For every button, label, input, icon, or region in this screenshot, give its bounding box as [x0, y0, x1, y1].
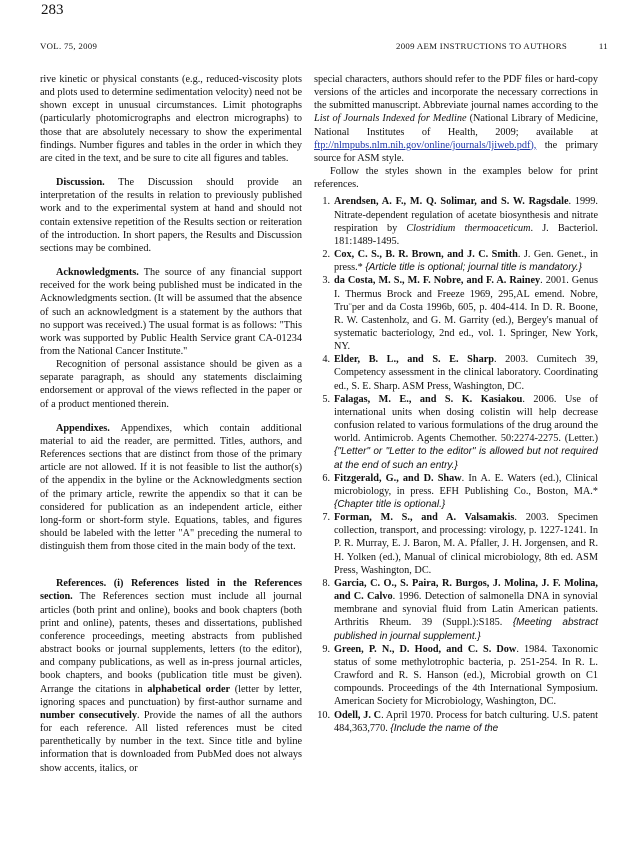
ref-intro-paragraph [314, 73, 598, 165]
appendixes-paragraph [40, 422, 302, 554]
reference-text: . 1996. Detection of salmonella DNA in synovial membrane and synovial fluid from Latin American patients. Arthritis Rheum. 39 (Suppl.):S185. [334, 591, 598, 629]
reference-number: 4. [322, 354, 330, 366]
reference-note: {Chapter title is optional.} [334, 499, 446, 510]
ref-intro-text-b: (National Library of Medicine, National Institutes of Health, 2009; available at [314, 113, 599, 138]
reference-note: {Include the name of the [390, 722, 499, 734]
reference-number: 9. [322, 643, 330, 655]
reference-text: . 2006. Use of international units when dosing colistin will help decrease confusion related to various formulations of the drug around the world. Antimicrob. Agents Chemother. 50:2274-2275. (Letter.) [334, 393, 598, 445]
reference-number: 2. [322, 249, 330, 261]
reference-note: {Article title is optional; journal title is mandatory.} [365, 262, 582, 274]
appendixes-heading: Appendixes. [56, 422, 110, 434]
reference-authors: Fitzgerald, G., and D. Shaw [334, 472, 462, 484]
reference-authors: Falagas, M. E., and S. K. Kasiakou [334, 393, 523, 405]
reference-entry [314, 353, 598, 392]
reference-number: 5. [322, 393, 330, 405]
discussion-text: The Discussion should provide an interpretation of the results in relation to previously published work and to the experimental system at hand and should not contain extensive repetition of the Results section or reiteration of the introduction. In short papers, the Results and Discussion sections may be combined. [40, 177, 302, 254]
acknowledgments-heading: Acknowledgments. [56, 267, 139, 279]
reference-number: 1. [322, 196, 330, 208]
reference-entry [314, 577, 598, 643]
reference-number: 6. [322, 472, 330, 484]
references-text-b: (letter by letter, ignoring spaces and punctuation) by first-author surname and [40, 683, 302, 708]
reference-authors: Forman, M. S., and A. Valsamakis [334, 512, 515, 524]
reference-text: . 2003. Cumitech 39, Competency assessment in the clinical laboratory. Coordinating ed., S. E. Sharp. ASM Press, Washington, DC. [334, 354, 598, 392]
appendixes-text: Appendixes, which contain additional material to aid the reader, are permitted. Titles, authors, and References sections that are distinct from those of the primary article are not allowed. If it is not feasible to list the author(s) of the appendix in the byline or the Acknowledgments section of the primary article, rewrite the appendix so that it can be considered for publication as an independent article, either long-form or short-form style. Equations, tables, and figures should be labeled with the letter "A" preceding the numeral to distinguish them from those cited in the main body of the text. [40, 422, 302, 553]
acknowledgments-paragraph-2: Recognition of personal assistance should be given as a separate paragraph, as should any statements disclaiming endorsement or approval of the views reflected in the paper or of a product mentioned therein. [40, 359, 302, 410]
reference-authors: Arendsen, A. F., M. Q. Solimar, and S. W. Ragsdale [334, 196, 569, 208]
left-column [40, 73, 302, 775]
header-volume: VOL. 75, 2009 [40, 41, 98, 51]
reference-entry [314, 274, 598, 353]
references-text-c: . Provide the names of all the authors for each reference. All listed references must be cited parenthetically by number in the text. Since title and byline information that is downloaded from PubMed does not always show accents, italics, or [40, 709, 302, 774]
reference-organism: Clostridium thermoaceticum [406, 222, 531, 234]
discussion-paragraph [40, 176, 302, 255]
reference-tail: . J. Bacteriol. 181:1489-1495. [334, 222, 598, 247]
ref-intro-paragraph-2: Follow the styles shown in the examples below for print references. [314, 166, 598, 191]
reference-text: . April 1970. Process for batch culturing. U.S. patent 484,363,770. [334, 709, 598, 734]
reference-number: 7. [322, 512, 330, 524]
reference-number: 10. [317, 709, 330, 721]
reference-entry [314, 709, 598, 735]
reference-text: . 1984. Taxonomic status of some methylotrophic bacteria, p. 251-254. In R. L. Crawford and R. S. Hanson (ed.), Microbial growth on C1 compounds. Proceedings of the 4th International Symposium. American Society for Microbiology, Washington, DC. [334, 643, 599, 708]
reference-entry [314, 472, 598, 511]
reference-entry [314, 393, 598, 472]
reference-entry [314, 511, 598, 577]
reference-text: . J. Gen. Genet., in press.* [334, 249, 598, 274]
reference-entry [314, 643, 598, 709]
reference-authors: Garcia, C. O., S. Paira, R. Burgos, J. Molina, J. F. Molina, and C. Calvo [334, 577, 598, 603]
header-title: 2009 AEM INSTRUCTIONS TO AUTHORS [396, 41, 568, 51]
reference-authors: Elder, B. L., and S. E. Sharp [334, 354, 494, 366]
reference-text: . 2003. Specimen collection, transport, and processing: virology, p. 1227-1241. In P. R. Murray, E. J. Baron, M. A. Pfaller, J. H. Jorgensen, and R. H. Yolken (ed.), Manual of clinical microbiology, 8th ed. ASM Press, Washington, DC. [334, 512, 598, 576]
number-consecutively-emphasis: number consecutively [40, 709, 137, 721]
page-number: 283 [41, 2, 64, 18]
references-text-a: The References section must include all journal articles (both print and online), books and book chapters (both print and online), patents, theses and dissertations, published conference proceedings, meeting abstracts from published abstract books or journal supplements, letters (to the editor), and company publications, as well as in-press journal articles, book chapters, and books (publication title must be given). Arrange the citations in [40, 591, 302, 695]
reference-authors: Green, P. N., D. Hood, and C. S. Dow [334, 643, 517, 655]
reference-authors: Odell, J. C [334, 709, 382, 721]
ftp-link[interactable]: ftp://nlmpubs.nlm.nih.gov/online/journals/ljiweb.pdf), [314, 139, 537, 151]
alphabetical-order-emphasis: alphabetical order [147, 683, 231, 695]
ref-intro-text-a: special characters, authors should refer to the PDF files or hard-copy versions of the articles and incorporate the necessary corrections in the submitted manuscript. Abbreviate journal names according to the [314, 74, 598, 112]
reference-number: 3. [322, 275, 330, 287]
acknowledgments-text: The source of any financial support received for the work being published must be indicated in the Acknowledgments section. (It will be assumed that the absence of such an acknowledgment is a statement by the authors that no support was received.) The usual format is as follows: "This work was supported by Public Health Service grant CA-01234 from the National Cancer Institute." [40, 267, 302, 357]
reference-entry [314, 195, 598, 248]
references-heading: References. (i) References listed in the References section. [40, 578, 302, 603]
intro-paragraph: rive kinetic or physical constants (e.g., reduced-viscosity plots and plots used to determine sedimentation velocity) need not be shown except in unusual circumstances. Limit photographs (particularly photomicrographs and electron micrographs) to those that are absolutely necessary to show the experimental findings. Number figures and tables in the order in which they are cited in the text, and be sure to cite all figures and tables. [40, 74, 302, 164]
reference-list [314, 195, 598, 734]
journal-list-title: List of Journals Indexed for Medline [314, 113, 467, 125]
reference-text: . In A. E. Waters (ed.), Clinical microbiology, in press. EFH Publishing Co., Boston, MA.* [334, 472, 598, 497]
reference-note: {Meeting abstract published in journal supplement.} [334, 617, 598, 642]
reference-text: . 1999. Nitrate-dependent regulation of acetate biosynthesis and nitrate respiration by [334, 196, 598, 234]
reference-entry [314, 248, 598, 274]
references-paragraph [40, 577, 302, 774]
header-page: 11 [598, 41, 608, 51]
right-column [314, 73, 598, 735]
reference-number: 8. [322, 577, 330, 589]
discussion-heading: Discussion. [56, 177, 105, 189]
reference-text: . 2001. Genus I. Thermus Brock and Freeze 1969, 295,AL emend. Nobre, Tru¨per and da Costa 1996b, 605, p. 404-414. In D. R. Boone, R. W. Castenholz, and G. M. Garrity (ed.), Bergey's manual of systematic bacteriology, 2nd ed., vol. 1. Springer, New York, NY. [334, 275, 598, 353]
acknowledgments-paragraph [40, 266, 302, 358]
ref-intro-text-c: the primary source for ASM style. [314, 139, 598, 164]
reference-note: {"Letter" or "Letter to the editor" is allowed but not required at the end of such an entry.} [334, 446, 598, 471]
reference-authors: Cox, C. S., B. R. Brown, and J. C. Smith [334, 249, 518, 261]
reference-authors: da Costa, M. S., M. F. Nobre, and F. A. Rainey [334, 275, 541, 287]
